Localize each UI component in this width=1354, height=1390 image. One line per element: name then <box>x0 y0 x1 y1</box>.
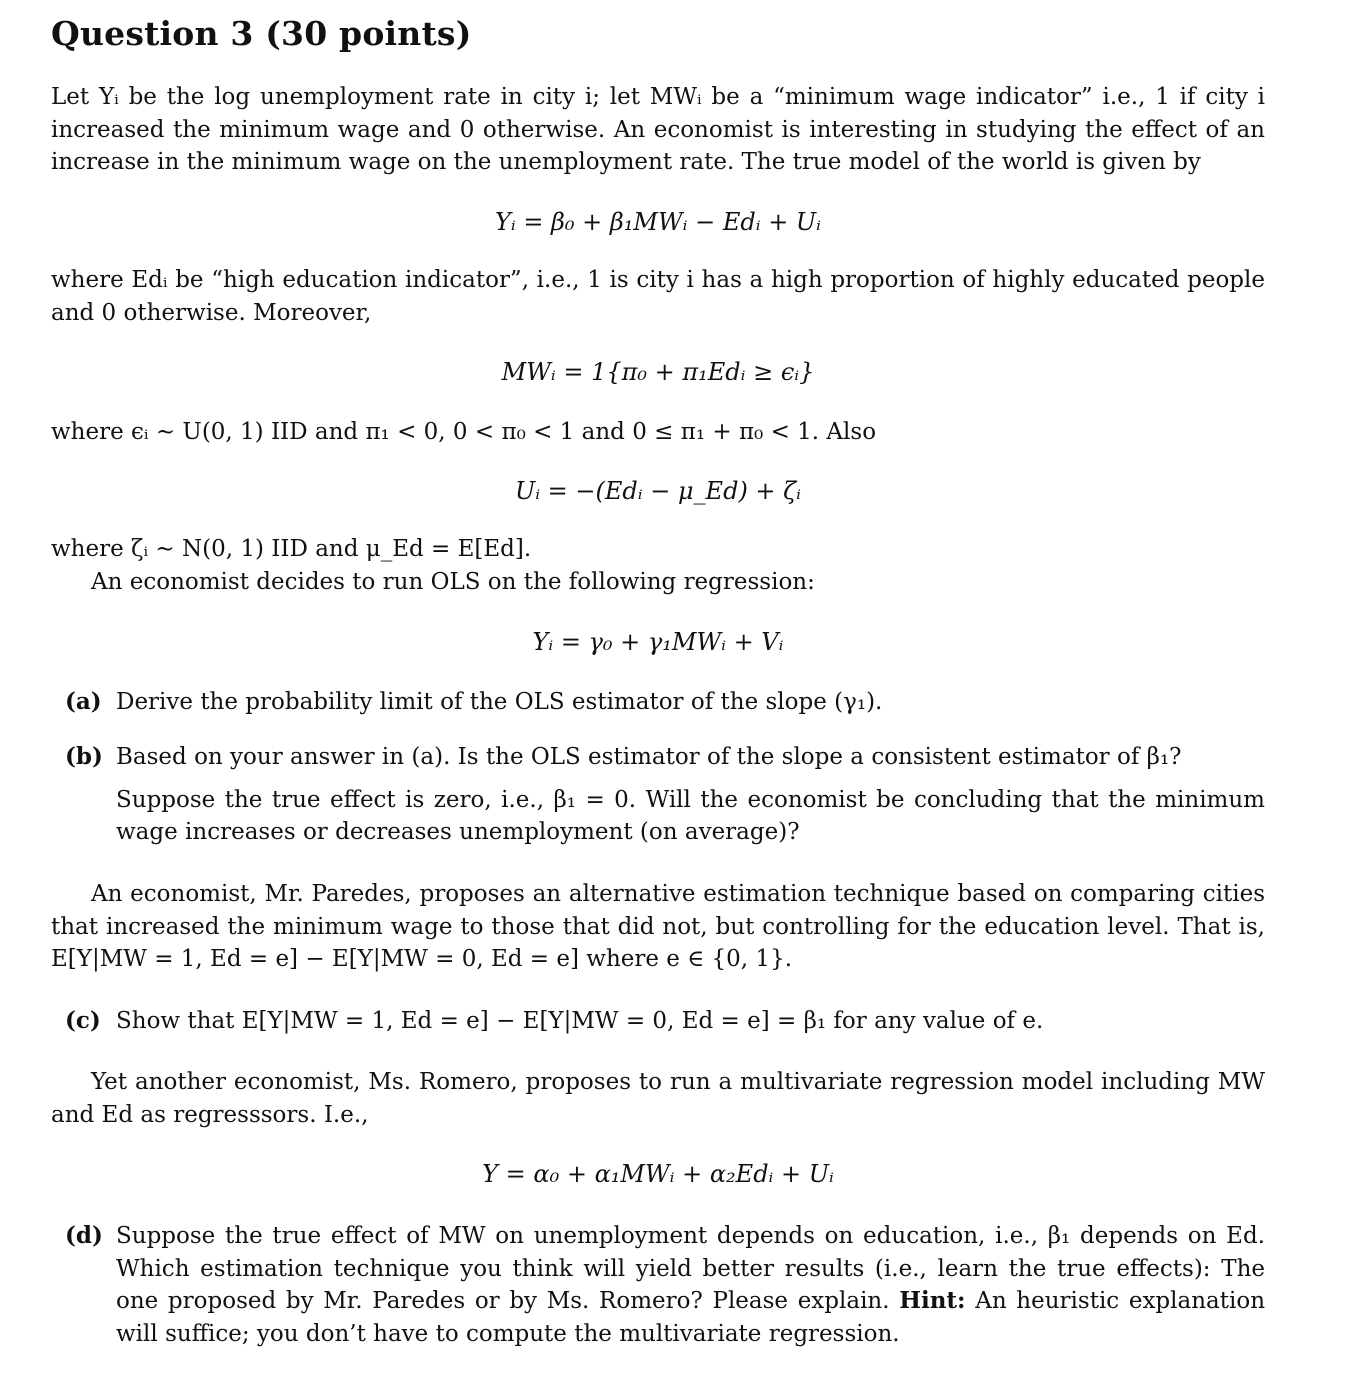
part-d-hint: An heuristic explanation will suffice; you don’t have to compute the multivariate regression. <box>116 1288 1266 1347</box>
part-b <box>51 741 1265 849</box>
zeta-definition: where ζᵢ ∼ N(0, 1) IID and μ_Ed = E[Ed]. <box>51 536 532 562</box>
ols-intro: An economist decides to run OLS on the following regression: <box>91 569 815 595</box>
paredes-paragraph: An economist, Mr. Paredes, proposes an alternative estimation technique based on comparing cities that increased the minimum wage to those that did not, but controlling for the education level. That is, E[Y|MW = 1, Ed = e] − E[Y|MW = 0, Ed = e] where e ∈ {0, 1}. <box>51 881 1265 973</box>
ols-equation: Yᵢ = γ₀ + γ₁MWᵢ + Vᵢ <box>532 628 784 656</box>
part-c <box>51 1005 1265 1038</box>
part-d-text: Suppose the true effect of MW on unemployment depends on education, i.e., β₁ depends on Ed. Which estimation technique you think will yield better results (i.e., learn the true effects): The one proposed by Mr. Paredes or by Ms. Romero? Please explain. <box>116 1223 1265 1315</box>
part-d-label: (d) <box>65 1222 103 1249</box>
true-model-equation: Yᵢ = β₀ + β₁MWᵢ − Edᵢ + Uᵢ <box>495 208 821 236</box>
education-definition: where Edᵢ be “high education indicator”, i.e., 1 is city i has a high proportion of highly educated people and 0 otherwise. Moreover, <box>51 267 1265 326</box>
part-d-hint-label: Hint: <box>899 1287 966 1315</box>
part-b-followup: Suppose the true effect is zero, i.e., β₁ = 0. Will the economist be concluding that the minimum wage increases or decreases unemployment (on average)? <box>116 786 1265 846</box>
part-d-body <box>116 1220 1265 1350</box>
epsilon-definition: where ϵᵢ ∼ U(0, 1) IID and π₁ < 0, 0 < π₀ < 1 and 0 ≤ π₁ + π₀ < 1. Also <box>51 419 877 445</box>
part-b-label: (b) <box>65 743 103 770</box>
part-a <box>51 686 1265 719</box>
part-b-text: Based on your answer in (a). Is the OLS estimator of the slope a consistent estimator of β₁? <box>116 744 1182 770</box>
part-a-text: Derive the probability limit of the OLS estimator of the slope (γ₁). <box>116 689 883 715</box>
error-equation: Uᵢ = −(Edᵢ − μ_Ed) + ζᵢ <box>514 477 802 505</box>
part-a-label: (a) <box>65 688 102 715</box>
multivariate-equation: Y = α₀ + α₁MWᵢ + α₂Edᵢ + Uᵢ <box>482 1160 834 1188</box>
intro-paragraph: Let Yᵢ be the log unemployment rate in city i; let MWᵢ be a “minimum wage indicator” i.e., 1 if city i increased the minimum wage and 0 otherwise. An economist is interesting in studying the effect of an increase in the minimum wage on the unemployment rate. The true model of the world is given by <box>51 84 1265 176</box>
part-d <box>51 1220 1265 1350</box>
part-c-text: Show that E[Y|MW = 1, Ed = e] − E[Y|MW = 0, Ed = e] = β₁ for any value of e. <box>116 1008 1044 1034</box>
question-title: Question 3 (30 points) <box>51 14 472 53</box>
part-c-label: (c) <box>65 1007 101 1034</box>
minimum-wage-equation: MWᵢ = 1{π₀ + π₁Edᵢ ≥ ϵᵢ} <box>501 358 815 386</box>
romero-paragraph: Yet another economist, Ms. Romero, proposes to run a multivariate regression model including MW and Ed as regresssors. I.e., <box>51 1069 1265 1128</box>
